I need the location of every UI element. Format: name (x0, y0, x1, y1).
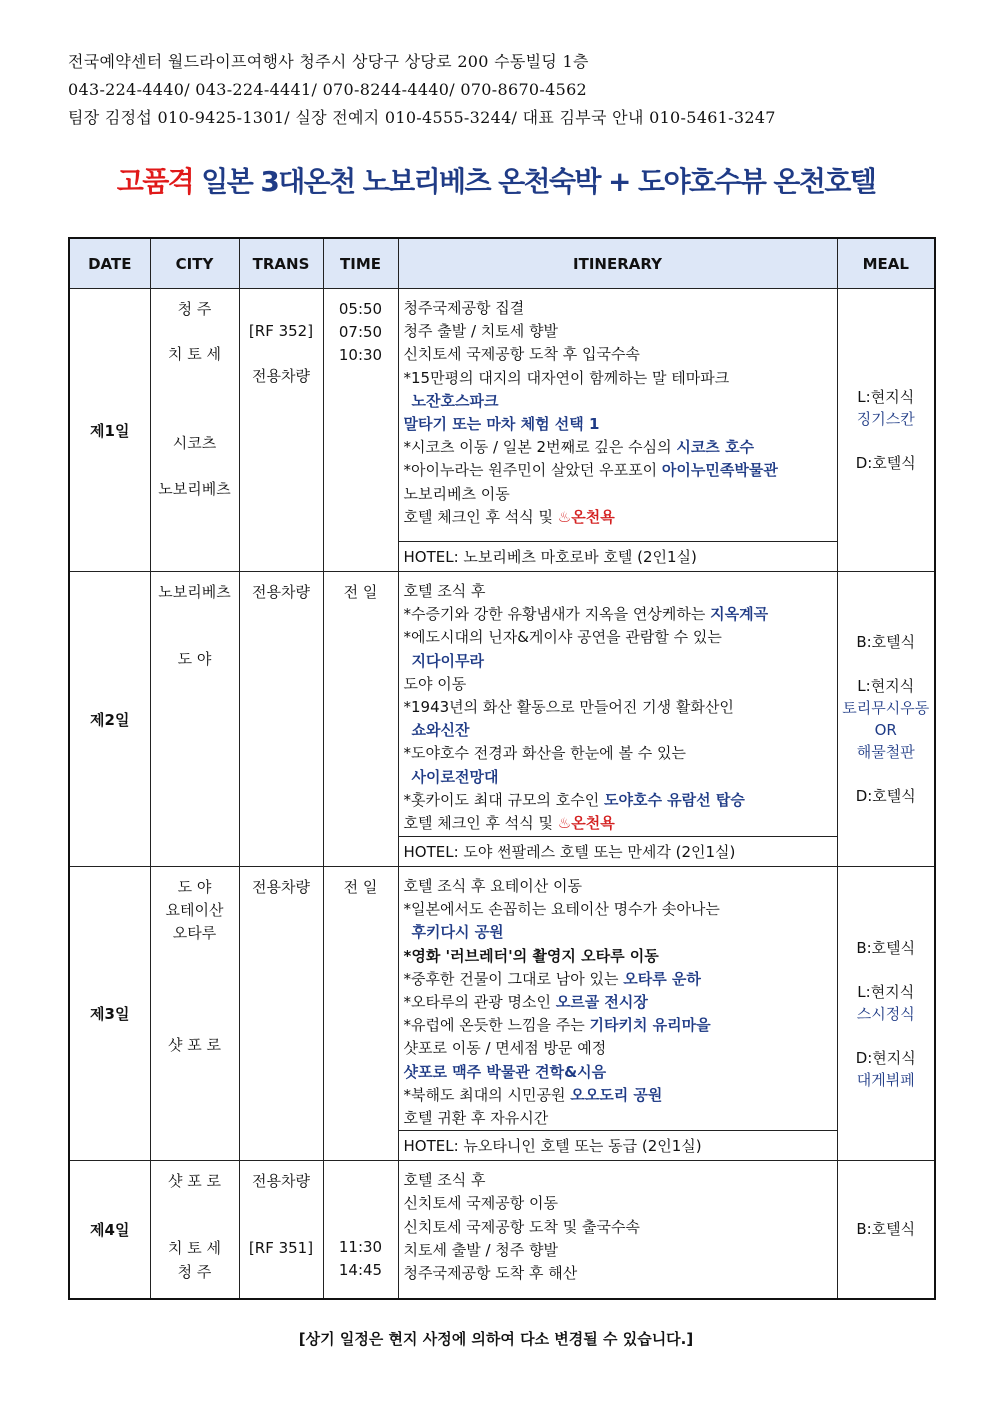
meal-line: B:호텔식 (856, 633, 916, 651)
transport-mode: 전용차량 (252, 583, 310, 601)
itinerary-line: 호텔 체크인 후 석식 및 ♨온천욕 (403, 814, 615, 833)
itinerary-line: 신치토세 국제공항 이동 (403, 1194, 558, 1213)
day-label: 제3일 (69, 867, 150, 1161)
time-cell (323, 572, 398, 867)
itinerary-line: 호텔 귀환 후 자유시간 (403, 1109, 549, 1128)
hotel-info: HOTEL: 뉴오타니인 호텔 또는 동급 (2인1실) (398, 1131, 837, 1161)
agency-address: 전국예약센터 월드라이프여행사 청주시 상당구 상당로 200 수동빌딩 1층 (68, 52, 589, 71)
itinerary-line: *아이누라는 원주민이 살았던 우포포이 아이누민족박물관 (403, 461, 778, 480)
time-line: 14:45 (338, 1261, 383, 1280)
itinerary-line: 신치토세 국제공항 도착 및 출국수속 (403, 1217, 640, 1236)
col-city: CITY (150, 238, 239, 289)
attraction-name: 오오도리 공원 (570, 1085, 663, 1104)
city-cell (150, 572, 239, 867)
col-date: DATE (69, 238, 150, 289)
meal-line: L:현지식 (857, 677, 915, 695)
attraction-name: 지다이무라 (411, 651, 484, 670)
attraction-name: 도야호수 유람선 탑승 (603, 790, 745, 809)
table-row-day4 (69, 1161, 935, 1299)
meal-line: 징기스칸 (856, 410, 915, 428)
meal-line: L:현지식 (857, 982, 915, 1001)
hot-spring-label: ♨온천욕 (557, 814, 615, 833)
meal-line: OR (874, 721, 897, 739)
footer-notice: [상기 일정은 현지 사정에 의하여 다소 변경될 수 있습니다.] (298, 1330, 694, 1348)
itinerary-line: *1943년의 화산 활동으로 만들어진 기생 활화산인 (403, 698, 734, 717)
city-line: 요테이산 (165, 901, 224, 920)
title-main: 일본 3대온천 노보리베츠 온천숙박 + 도야호수뷰 온천호텔 (193, 165, 876, 198)
col-time: TIME (323, 238, 398, 289)
agency-contacts: 팀장 김정섭 010-9425-1301/ 실장 전예지 010-4555-3244/ 대표 김부국 안내 010-5461-3247 (68, 108, 776, 127)
attraction-name: 샷포로 맥주 박물관 견학&시음 (403, 1062, 607, 1081)
agency-phones: 043-224-4440/ 043-224-4441/ 070-8244-4440/ 070-8670-4562 (68, 80, 588, 99)
city-line: 샷 포 로 (167, 1035, 221, 1054)
itinerary-line: 신치토세 국제공항 도착 후 입국수속 (403, 345, 640, 364)
time-line: 05:50 (338, 300, 383, 318)
itinerary-line: 치토세 출발 / 청주 향발 (403, 1240, 559, 1259)
meal-line: B:호텔식 (856, 938, 916, 957)
time-line: 전 일 (343, 583, 378, 601)
day-label: 제1일 (69, 289, 150, 572)
itinerary-cell (398, 867, 837, 1131)
itinerary-line: *유럽에 온듯한 느낌을 주는 기타키치 유리마을 (403, 1016, 711, 1035)
attraction-name: 기타키치 유리마을 (589, 1016, 711, 1035)
attraction-name: 아이누민족박물관 (661, 461, 778, 480)
city-line: 샷 포 로 (167, 1172, 221, 1191)
attraction-name: 지옥계곡 (710, 605, 769, 624)
itinerary-cell (398, 289, 837, 542)
page-title (0, 160, 992, 200)
itinerary-table (68, 237, 936, 1300)
attraction-name: 사이로전망대 (411, 767, 499, 786)
itinerary-line: *도야호수 전경과 화산을 한눈에 볼 수 있는 (403, 744, 686, 763)
city-line: 청 주 (177, 300, 212, 318)
itinerary-line: *북해도 최대의 시민공원 오오도리 공원 (403, 1085, 663, 1104)
itinerary-line: *수증기와 강한 유황냄새가 지옥을 연상케하는 지옥계곡 (403, 605, 769, 624)
itinerary-line: 샷포로 이동 / 면세점 방문 예정 (403, 1039, 607, 1058)
hotel-info: HOTEL: 노보리베츠 마호로바 호텔 (2인1실) (398, 542, 837, 572)
itinerary-cell (398, 1161, 837, 1299)
meal-line: L:현지식 (857, 388, 915, 406)
col-meal: MEAL (837, 238, 935, 289)
transport-mode: 전용차량 (252, 1172, 310, 1191)
city-line: 노보리베츠 (158, 583, 231, 601)
attraction-name: 오타루 운하 (623, 969, 701, 988)
transport-mode: 전용차량 (252, 878, 310, 896)
itinerary-line: 청주 출발 / 치토세 향발 (403, 322, 559, 341)
itinerary-line: 청주국제공항 도착 후 해산 (403, 1264, 578, 1283)
itinerary-line: *시코츠 이동 / 일본 2번째로 깊은 수심의 시코츠 호수 (403, 438, 755, 457)
trans-cell (239, 867, 323, 1161)
hot-spring-label: ♨온천욕 (557, 507, 615, 526)
itinerary-line: *홋카이도 최대 규모의 호수인 도야호수 유람선 탑승 (403, 790, 745, 809)
table-header-row (69, 238, 935, 289)
city-line: 오타루 (172, 924, 217, 943)
attraction-name: 말타기 또는 마차 체험 선택 1 (403, 415, 600, 434)
time-line: 11:30 (338, 1238, 383, 1257)
attraction-name: 쇼와신잔 (411, 721, 470, 740)
attraction-name: 시코츠 호수 (676, 438, 755, 457)
itinerary-line: *중후한 건물이 그대로 남아 있는 오타루 운하 (403, 969, 701, 988)
city-line: 도 야 (177, 878, 212, 896)
time-line: 10:30 (338, 346, 383, 365)
city-line: 치 토 세 (167, 1239, 221, 1258)
flight-code: [RF 351] (248, 1239, 314, 1258)
meal-line: D:호텔식 (855, 454, 916, 472)
city-line: 도 야 (177, 650, 212, 669)
city-line: 노보리베츠 (158, 479, 231, 498)
meal-line: B:호텔식 (856, 1220, 916, 1239)
table-row-day2 (69, 572, 935, 837)
transport-mode: 전용차량 (252, 367, 310, 386)
meal-line: D:호텔식 (855, 787, 916, 805)
itinerary-line: 호텔 조식 후 (403, 1171, 486, 1190)
trans-cell (239, 572, 323, 867)
itinerary-cell (398, 572, 837, 837)
meal-cell (837, 1161, 935, 1299)
table-row-day1 (69, 289, 935, 542)
flight-code: [RF 352] (248, 322, 314, 340)
attraction-name: 후키다시 공원 (411, 923, 504, 942)
day-label: 제2일 (69, 572, 150, 867)
itinerary-line: 호텔 체크인 후 석식 및 ♨온천욕 (403, 507, 615, 526)
itinerary-line: *영화 '러브레터'의 촬영지 오타루 이동 (403, 946, 659, 965)
agency-header (68, 48, 776, 132)
attraction-name: 노잔호스파크 (411, 391, 499, 410)
meal-line: 해물철판 (856, 743, 915, 761)
meal-cell (837, 572, 935, 867)
city-line: 청 주 (177, 1262, 212, 1281)
time-cell (323, 867, 398, 1161)
day-label: 제4일 (69, 1161, 150, 1299)
attraction-name: 오르골 전시장 (555, 993, 648, 1012)
time-cell (323, 289, 398, 572)
itinerary-line: 도야 이동 (403, 674, 467, 693)
meal-line: 스시정식 (856, 1004, 915, 1023)
itinerary-line: *에도시대의 닌자&게이샤 공연을 관람할 수 있는 (403, 628, 722, 647)
time-line: 전 일 (343, 878, 378, 896)
itinerary-line: *일본에서도 손꼽히는 요테이산 명수가 솟아나는 (403, 900, 720, 919)
itinerary-line: 호텔 조식 후 요테이산 이동 (403, 877, 582, 895)
time-line: 07:50 (338, 323, 383, 342)
city-line: 치 토 세 (167, 345, 221, 364)
meal-cell (837, 289, 935, 572)
itinerary-line: *오타루의 관광 명소인 오르골 전시장 (403, 993, 648, 1012)
itinerary-line: 호텔 조식 후 (403, 582, 486, 600)
meal-cell (837, 867, 935, 1161)
trans-cell (239, 289, 323, 572)
meal-line: 토리무시우동 (842, 699, 930, 717)
itinerary-line: *15만평의 대지의 대자연이 함께하는 말 테마파크 (403, 368, 730, 387)
meal-line: D:현지식 (855, 1048, 916, 1067)
city-line: 시코츠 (172, 434, 217, 453)
time-cell (323, 1161, 398, 1299)
table-row-day3 (69, 867, 935, 1131)
meal-line: 대게뷔페 (856, 1070, 915, 1089)
trans-cell (239, 1161, 323, 1299)
col-trans: TRANS (239, 238, 323, 289)
city-cell (150, 867, 239, 1161)
city-cell (150, 1161, 239, 1299)
hotel-info: HOTEL: 도야 썬팔레스 호텔 또는 만세각 (2인1실) (398, 837, 837, 867)
itinerary-line: 청주국제공항 집결 (403, 299, 525, 317)
itinerary-line: 노보리베츠 이동 (403, 484, 510, 503)
city-cell (150, 289, 239, 572)
col-itinerary: ITINERARY (398, 238, 837, 289)
title-accent: 고품격 (116, 165, 194, 198)
